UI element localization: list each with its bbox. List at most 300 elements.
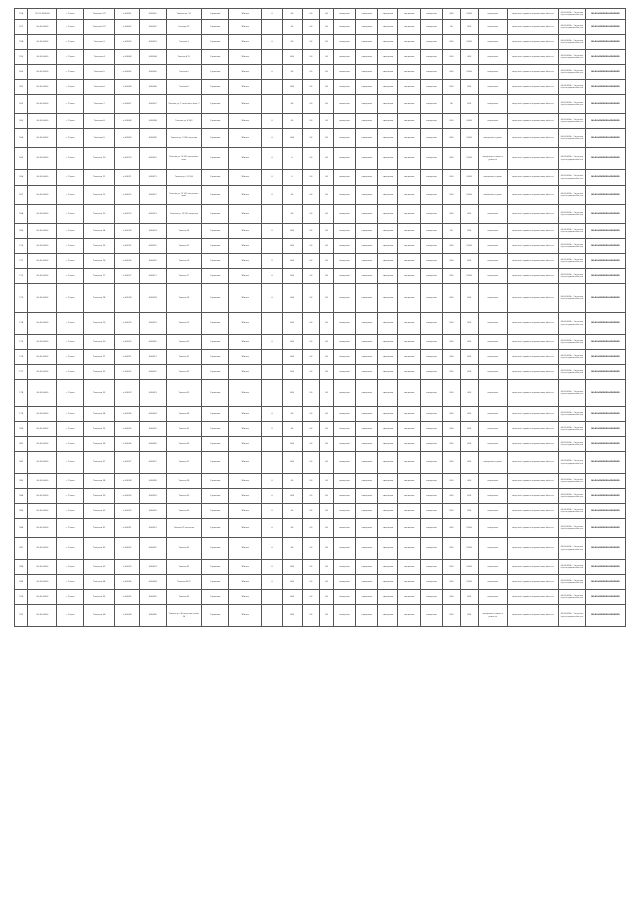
table-cell: Жилое (229, 504, 262, 519)
table-cell: 00 (302, 239, 320, 254)
table-cell: Томская 35 (84, 590, 115, 605)
table-cell: сведения (356, 35, 378, 50)
table-cell: сведения о правах и ограничениях объекта (507, 50, 558, 65)
table-cell: 00.00.0000 г. Сведения о регистрации объекта (558, 20, 585, 35)
table-cell: 00:00:0000000:0000000 (585, 590, 625, 605)
table-cell: Строение (202, 205, 229, 224)
table-cell: 000006 (139, 80, 166, 95)
table-cell: сведения (420, 313, 442, 335)
table-cell: 00.00.0000 г. Сведения о регистрации объекта (558, 148, 585, 170)
table-cell: Строение (202, 80, 229, 95)
table-row (15, 365, 626, 380)
table-cell: 168 (15, 205, 28, 224)
table-row (15, 239, 626, 254)
table-cell: сведения (398, 170, 420, 186)
table-cell (262, 80, 282, 95)
table-cell: 000 (443, 575, 461, 590)
table-cell: 000 (443, 474, 461, 489)
table-cell: 00:00:0000000:0000000 (585, 284, 625, 313)
table-cell: сведения (420, 9, 442, 20)
table-cell: сведения (420, 605, 442, 627)
table-cell: 00:00:0000000:0000000 (585, 50, 625, 65)
table-cell: Томская 23 (166, 380, 202, 407)
table-cell: 163 (15, 114, 28, 129)
table-cell: 00.00.0000 (28, 519, 57, 538)
table-cell: сведения о правах и ограничениях объекта (507, 605, 558, 627)
table-cell: 000 (443, 380, 461, 407)
table-cell: 00:00:0000000:0000000 (585, 313, 625, 335)
table-cell: 182 (15, 452, 28, 474)
table-cell: 00:00:0000000:0000000 (585, 605, 625, 627)
table-cell: 0 (262, 575, 282, 590)
table-body (15, 9, 626, 627)
table-cell: 0 (262, 474, 282, 489)
table-row (15, 474, 626, 489)
table-cell: 00.00.0000 г. Сведения о регистрации объекта (558, 590, 585, 605)
table-cell: Томская 13 (84, 205, 115, 224)
table-cell: 000026 (139, 437, 166, 452)
table-cell: сведения (478, 35, 507, 50)
table-cell: 00.00.0000 г. Сведения о регистрации объекта (558, 350, 585, 365)
table-cell (262, 605, 282, 627)
table-cell: 00:00:0000000:0000000 (585, 239, 625, 254)
table-cell: Томская 4 (84, 50, 115, 65)
table-cell: сведения о доме (478, 129, 507, 148)
table-cell: 0 (262, 407, 282, 422)
table-cell: п.00021 (115, 350, 140, 365)
table-cell: 00.00.0000 г. Сведения о регистрации объекта (558, 205, 585, 224)
table-cell: 000 (460, 590, 478, 605)
table-cell: 000027 (139, 452, 166, 474)
table-cell: 00 (320, 538, 333, 560)
table-cell: 00 (443, 20, 461, 35)
table-cell: п.00034 (115, 575, 140, 590)
table-row (15, 335, 626, 350)
table-cell: п.00008 (115, 114, 140, 129)
table-cell: сведения (378, 170, 398, 186)
table-cell (262, 365, 282, 380)
table-cell: сведения (333, 284, 355, 313)
table-cell: 00 (302, 519, 320, 538)
table-cell: сведения (378, 20, 398, 35)
table-cell: 00 (320, 239, 333, 254)
table-cell: п.00028 (115, 474, 140, 489)
table-cell: 00.00.0000 (28, 269, 57, 284)
table-cell: 00:00:0000000:0000000 (585, 519, 625, 538)
table-cell: 00.00.0000 г. Сведения о регистрации объекта (558, 519, 585, 538)
table-cell: 00 (320, 284, 333, 313)
table-cell: 00:00:0000000:0000000 (585, 437, 625, 452)
table-cell: 00:00:0000000:0000000 (585, 170, 625, 186)
table-cell: 00.00.0000 (28, 254, 57, 269)
table-cell: 000016 (139, 254, 166, 269)
table-row (15, 148, 626, 170)
table-cell: г. Томск (57, 50, 84, 65)
table-cell: г. Томск (57, 350, 84, 365)
table-cell: сведения о правах и ограничениях объекта (507, 489, 558, 504)
table-cell: Жилое (229, 65, 262, 80)
table-cell: сведения (378, 148, 398, 170)
table-cell: сведения (378, 313, 398, 335)
table-cell: сведения (378, 80, 398, 95)
table-cell: 00 (302, 575, 320, 590)
table-cell: 000030 (139, 504, 166, 519)
table-cell: Томская ул. 36 сведения о доме 36 (166, 605, 202, 627)
table-cell: Жилое (229, 422, 262, 437)
table-cell: сведения (398, 538, 420, 560)
table-cell: 00 (282, 538, 302, 560)
table-cell: г. Томск (57, 95, 84, 114)
table-cell: сведения о правах и ограничениях объекта (507, 129, 558, 148)
table-cell: 000 (282, 437, 302, 452)
table-cell: сведения (398, 452, 420, 474)
table-cell: 00 (302, 35, 320, 50)
table-cell: сведения (398, 504, 420, 519)
table-row (15, 538, 626, 560)
table-cell: 0 (262, 560, 282, 575)
table-cell: 00 (320, 380, 333, 407)
table-cell: Жилое (229, 205, 262, 224)
table-cell: п.00012 (115, 186, 140, 205)
table-cell: сведения о правах и ограничениях объекта (507, 452, 558, 474)
table-cell: 000 (443, 350, 461, 365)
table-cell: сведения о правах и ограничениях объекта (507, 80, 558, 95)
table-cell: Строение (202, 504, 229, 519)
table-cell: сведения о доме и участке (478, 605, 507, 627)
table-cell: сведения (420, 95, 442, 114)
table-cell: 000002 (139, 20, 166, 35)
table-cell: сведения (333, 80, 355, 95)
table-cell: 172 (15, 269, 28, 284)
table-cell: 00 (302, 254, 320, 269)
table-cell: 00:00:0000000:0000000 (585, 489, 625, 504)
table-cell: 000 (460, 407, 478, 422)
table-cell: 000 (443, 148, 461, 170)
table-cell: сведения (378, 504, 398, 519)
table-cell: г. Томск (57, 538, 84, 560)
table-cell: 000019 (139, 313, 166, 335)
table-cell: сведения (356, 407, 378, 422)
table-cell: Томская 18 (84, 284, 115, 313)
table-cell: 00 (302, 80, 320, 95)
table-cell: Строение (202, 35, 229, 50)
table-cell: п.00006 (115, 80, 140, 95)
table-cell: 164 (15, 129, 28, 148)
table-cell: г. Томск (57, 65, 84, 80)
table-cell: Строение (202, 474, 229, 489)
table-cell: 000 (443, 65, 461, 80)
table-cell: 00:00:0000000:0000000 (585, 474, 625, 489)
table-cell: сведения (378, 95, 398, 114)
table-cell: 00.00.0000 г. Сведения о регистрации объекта (558, 474, 585, 489)
table-cell: 000 (460, 422, 478, 437)
table-cell: п.00036 (115, 605, 140, 627)
table-cell: 00 (320, 254, 333, 269)
table-cell: 00 (302, 380, 320, 407)
table-cell: 00 (302, 205, 320, 224)
table-cell: сведения (420, 365, 442, 380)
table-cell: 00.00.0000 г. Сведения о регистрации объекта (558, 95, 585, 114)
table-cell: сведения (333, 504, 355, 519)
table-cell: 0 (262, 284, 282, 313)
table-cell: 00 (320, 605, 333, 627)
table-cell: сведения (333, 350, 355, 365)
table-cell: сведения (378, 380, 398, 407)
table-cell: 000 (443, 437, 461, 452)
table-cell: 0 (262, 504, 282, 519)
table-cell: 000 (443, 129, 461, 148)
table-cell: 0000 (460, 35, 478, 50)
table-cell: сведения (356, 269, 378, 284)
table-cell: 00 (320, 365, 333, 380)
table-cell: 00 (302, 365, 320, 380)
table-cell: сведения (356, 590, 378, 605)
table-cell: 00.00.0000 г. Сведения о регистрации объекта (558, 65, 585, 80)
table-cell: г. Томск (57, 380, 84, 407)
table-cell: 000 (460, 474, 478, 489)
table-cell: г. Томск (57, 313, 84, 335)
table-cell: сведения (398, 474, 420, 489)
table-cell: сведения (478, 284, 507, 313)
table-cell: п.00013 (115, 205, 140, 224)
table-cell: 00 (320, 452, 333, 474)
table-cell: п.00023 (115, 380, 140, 407)
table-cell: Томская 20 (84, 335, 115, 350)
table-cell (262, 205, 282, 224)
table-cell: 00.00.0000 (28, 335, 57, 350)
table-cell: сведения (378, 335, 398, 350)
table-cell: 000 (460, 452, 478, 474)
table-cell: Томская 22 (166, 365, 202, 380)
table-cell: 00 (320, 350, 333, 365)
table-cell: 00.00.0000 г. Сведения о регистрации объекта (558, 80, 585, 95)
table-cell: 000 (460, 489, 478, 504)
table-cell: сведения (378, 575, 398, 590)
table-cell: сведения (333, 422, 355, 437)
table-cell: г. Томск (57, 148, 84, 170)
table-cell: сведения (356, 452, 378, 474)
table-row (15, 284, 626, 313)
table-cell: 00.00.0000 (28, 95, 57, 114)
table-cell: г. Томск (57, 129, 84, 148)
table-cell: 000 (443, 170, 461, 186)
table-cell: сведения (478, 269, 507, 284)
table-cell: 00:00:0000000:0000000 (585, 269, 625, 284)
table-cell: сведения (398, 129, 420, 148)
table-cell: 00 (282, 186, 302, 205)
table-cell: 179 (15, 407, 28, 422)
table-cell: Жилое (229, 474, 262, 489)
table-cell: Жилое (229, 35, 262, 50)
table-cell: сведения (333, 437, 355, 452)
table-row (15, 80, 626, 95)
table-cell: сведения (378, 284, 398, 313)
table-cell: сведения о правах и ограничениях объекта (507, 575, 558, 590)
table-cell: 191 (15, 605, 28, 627)
table-cell: 171 (15, 254, 28, 269)
table-cell: сведения о правах и ограничениях объекта (507, 313, 558, 335)
table-cell: сведения (478, 20, 507, 35)
table-cell: 157 (15, 20, 28, 35)
table-cell: сведения (478, 407, 507, 422)
table-cell: п.00027 (115, 452, 140, 474)
table-row (15, 20, 626, 35)
table-cell: Томская 19 (166, 313, 202, 335)
table-cell: 00 (302, 9, 320, 20)
table-cell: 0000 (460, 575, 478, 590)
table-row (15, 313, 626, 335)
table-cell: Строение (202, 254, 229, 269)
table-row (15, 575, 626, 590)
table-cell: 00 (443, 224, 461, 239)
table-cell: 00 (302, 269, 320, 284)
table-cell: Томская 22 (84, 365, 115, 380)
table-cell: 00 (320, 489, 333, 504)
table-cell: 00.00.0000 (28, 239, 57, 254)
table-cell: 0 (262, 35, 282, 50)
table-cell: сведения (398, 269, 420, 284)
table-cell: г. Томск (57, 254, 84, 269)
table-cell: Томская 5 (84, 65, 115, 80)
table-cell: 000029 (139, 489, 166, 504)
table-cell: 0000 (460, 538, 478, 560)
table-cell: сведения (478, 9, 507, 20)
table-cell: 00 (320, 170, 333, 186)
table-cell: Томская 33 (166, 560, 202, 575)
table-cell: сведения (398, 437, 420, 452)
table-cell: 00 (320, 504, 333, 519)
table-cell: сведения (420, 114, 442, 129)
table-cell: 158 (15, 35, 28, 50)
table-cell: сведения о правах и ограничениях объекта (507, 538, 558, 560)
table-cell: 183 (15, 474, 28, 489)
table-cell: сведения (420, 170, 442, 186)
table-cell: 00.00.0000 г. Сведения о регистрации объекта (558, 335, 585, 350)
table-cell: 000025 (139, 422, 166, 437)
table-cell: сведения о правах и ограничениях объекта (507, 380, 558, 407)
table-cell: Томская 6 (166, 80, 202, 95)
table-cell: 00 (320, 335, 333, 350)
table-cell: сведения (333, 254, 355, 269)
table-cell: сведения (378, 239, 398, 254)
table-cell: сведения (333, 35, 355, 50)
table-cell: п.00029 (115, 489, 140, 504)
table-cell: 000 (282, 284, 302, 313)
table-cell: Томская 15 (166, 239, 202, 254)
table-cell: 00:00:0000000:0000000 (585, 538, 625, 560)
table-cell: сведения (478, 350, 507, 365)
table-cell: сведения (420, 489, 442, 504)
table-cell: сведения о правах и ограничениях объекта (507, 350, 558, 365)
table-cell: Жилое (229, 95, 262, 114)
table-cell: сведения (398, 350, 420, 365)
table-cell: 000 (460, 365, 478, 380)
table-cell: 00.00.0000 (28, 504, 57, 519)
table-cell: 00:00:0000000:0000000 (585, 114, 625, 129)
table-cell: 170 (15, 239, 28, 254)
table-cell: сведения о правах и ограничениях объекта (507, 205, 558, 224)
table-cell: 181 (15, 437, 28, 452)
table-cell: 175 (15, 335, 28, 350)
table-cell: 00.00.0000 (28, 205, 57, 224)
table-cell: 000028 (139, 474, 166, 489)
table-cell: 000022 (139, 365, 166, 380)
table-cell: сведения (378, 114, 398, 129)
table-cell: 00 (282, 407, 302, 422)
table-cell: г. Томск (57, 560, 84, 575)
table-cell: 000 (460, 335, 478, 350)
table-cell: сведения (378, 452, 398, 474)
table-cell (262, 350, 282, 365)
table-cell: 167 (15, 186, 28, 205)
table-cell: сведения (356, 95, 378, 114)
table-cell: Жилое (229, 519, 262, 538)
table-cell: п.00017 (115, 269, 140, 284)
table-cell: сведения (478, 519, 507, 538)
table-cell: Томская 34 (84, 575, 115, 590)
table-cell: Строение (202, 489, 229, 504)
table-cell: сведения (333, 9, 355, 20)
table-cell: сведения (333, 560, 355, 575)
table-cell: Томская ул. 13 (00) сведения (166, 205, 202, 224)
table-cell: Жилое (229, 365, 262, 380)
table-cell: сведения (478, 224, 507, 239)
table-cell: Строение (202, 148, 229, 170)
table-cell: сведения о правах и ограничениях объекта (507, 148, 558, 170)
table-cell: Томская 16 (166, 254, 202, 269)
table-cell: 186 (15, 519, 28, 538)
table-cell: 0000 (460, 170, 478, 186)
table-cell: п.00030 (115, 504, 140, 519)
table-cell: п.00035 (115, 590, 140, 605)
table-cell: сведения (378, 350, 398, 365)
table-cell: Томская 1/1 (84, 9, 115, 20)
table-cell: 00 (302, 186, 320, 205)
document-page (14, 8, 626, 627)
table-cell: сведения (398, 407, 420, 422)
table-cell: 000009 (139, 129, 166, 148)
table-cell: Жилое (229, 380, 262, 407)
table-cell: сведения (398, 9, 420, 20)
table-cell: 00.00.0000 г. Сведения о регистрации объекта (558, 437, 585, 452)
table-cell: 000 (460, 350, 478, 365)
table-cell: 00 (302, 170, 320, 186)
table-cell (262, 239, 282, 254)
table-cell: сведения (378, 35, 398, 50)
table-cell: сведения (398, 20, 420, 35)
table-cell: сведения о правах и ограничениях объекта (507, 284, 558, 313)
table-cell: сведения (420, 474, 442, 489)
table-cell: г. Томск (57, 590, 84, 605)
table-cell: п.00026 (115, 437, 140, 452)
table-cell: сведения (333, 224, 355, 239)
table-cell: сведения (398, 365, 420, 380)
table-cell: Томская 28 (84, 474, 115, 489)
table-cell: 00.00.0000 (28, 129, 57, 148)
table-cell: Томская 3 (84, 35, 115, 50)
table-cell: сведения (378, 50, 398, 65)
table-cell: Томская 23 (84, 380, 115, 407)
table-cell: сведения (378, 474, 398, 489)
table-cell: Строение (202, 590, 229, 605)
table-cell: г. Томск (57, 224, 84, 239)
table-cell: Томская 26 (84, 437, 115, 452)
table-cell: 00.00.0000 (28, 422, 57, 437)
table-cell: 00 (320, 519, 333, 538)
table-cell: 0 (262, 9, 282, 20)
table-cell: 000 (443, 239, 461, 254)
table-cell: сведения (478, 489, 507, 504)
